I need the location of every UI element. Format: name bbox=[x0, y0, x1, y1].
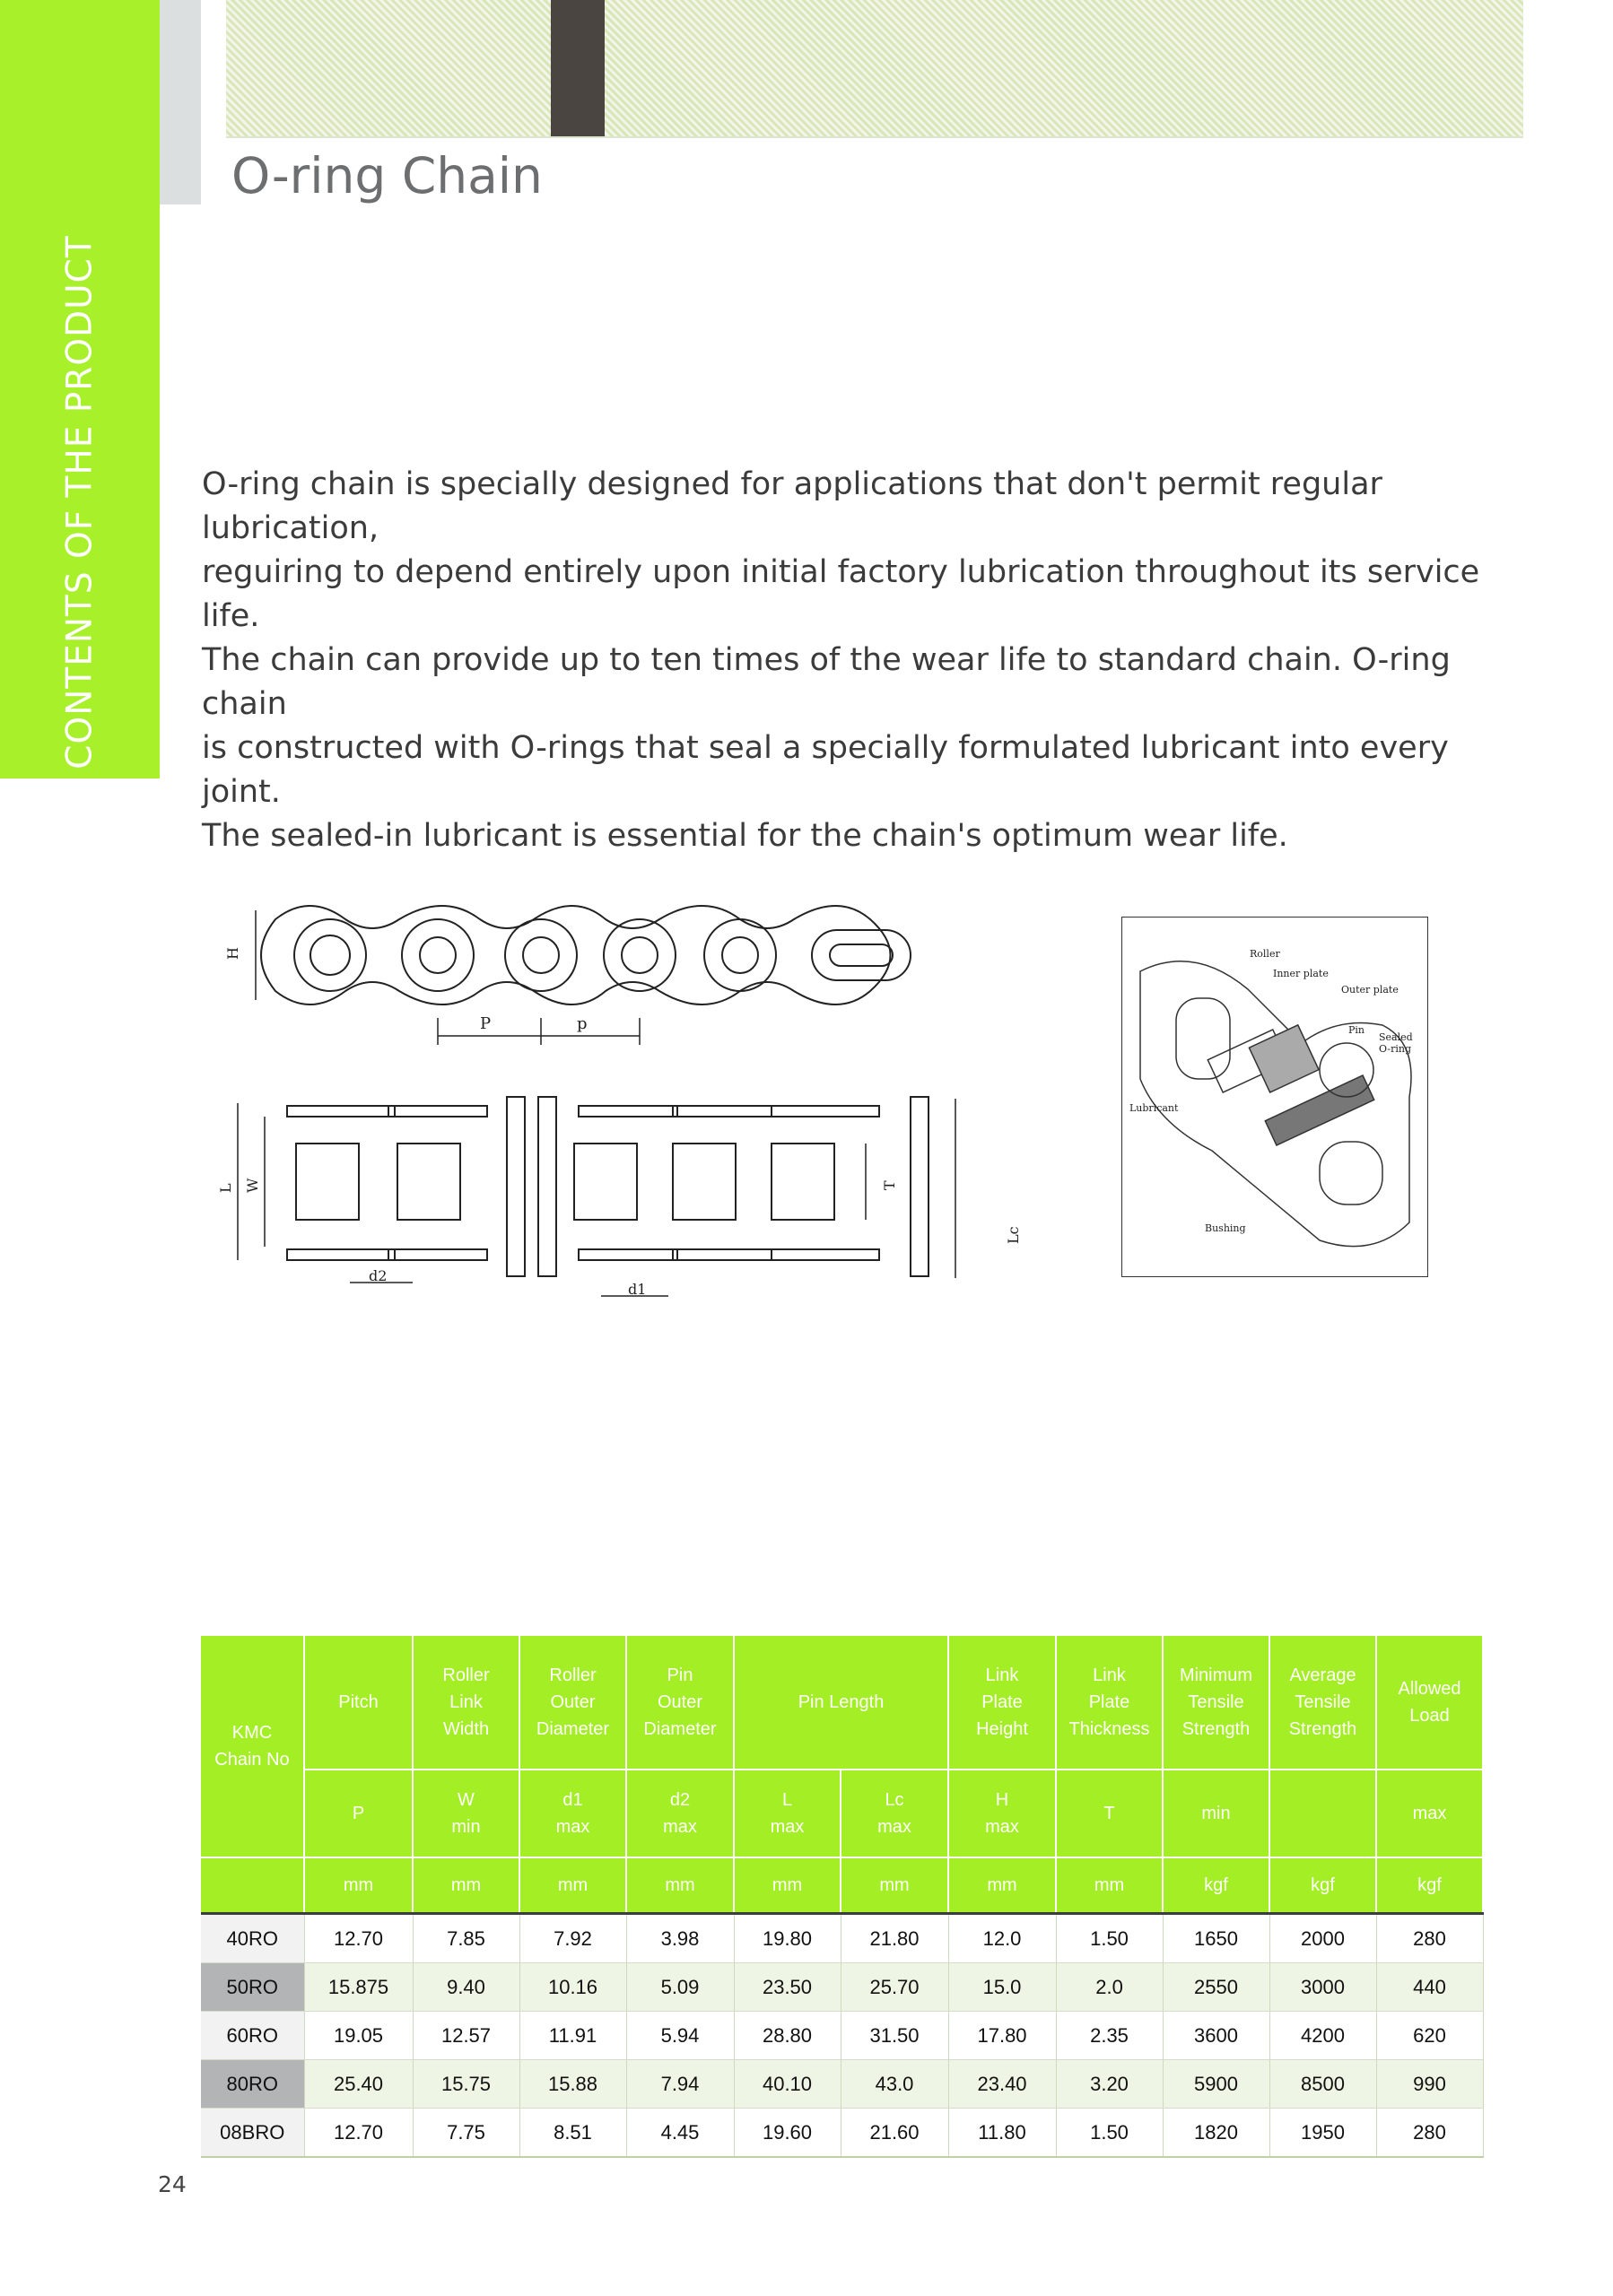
chain-no-cell: 60RO bbox=[201, 2012, 304, 2060]
cut-label-lubricant: Lubricant bbox=[1129, 1102, 1179, 1114]
header-line: Outer bbox=[550, 1692, 596, 1712]
table-cell: 280 bbox=[1376, 2109, 1483, 2158]
header-line: Plate bbox=[1088, 1692, 1130, 1712]
table-row bbox=[201, 1914, 1483, 1963]
table-cell: 7.92 bbox=[519, 1914, 626, 1963]
units-chain-no-cell bbox=[201, 1857, 304, 1914]
symbol-lc bbox=[841, 1770, 948, 1857]
side-label: CONTENTS OF THE PRODUCT bbox=[59, 235, 100, 770]
symbol-p: P bbox=[304, 1770, 413, 1857]
symbol-line: max bbox=[985, 1817, 1019, 1837]
table-row bbox=[201, 2060, 1483, 2109]
unit-cell: mm bbox=[519, 1857, 626, 1914]
table-cell: 8500 bbox=[1269, 2060, 1376, 2109]
table-cell: 3.20 bbox=[1056, 2060, 1163, 2109]
table-cell: 620 bbox=[1376, 2012, 1483, 2060]
cut-label-bushing: Bushing bbox=[1205, 1222, 1246, 1234]
table-cell: 19.80 bbox=[734, 1914, 841, 1963]
unit-cell: mm bbox=[413, 1857, 519, 1914]
table-cell: 28.80 bbox=[734, 2012, 841, 2060]
table-cell: 7.85 bbox=[413, 1914, 519, 1963]
table-cell: 10.16 bbox=[519, 1963, 626, 2012]
table-cell: 2550 bbox=[1163, 1963, 1269, 2012]
table-cell: 12.70 bbox=[304, 2109, 413, 2158]
intro-paragraph: O-ring chain is specially designed for applications that don't permit regular lubrication, reguiring to depend entirely upon initial factory lubrication throughout its service life. The chain can provide up to ten times of the wear life to standard chain. O-ring chain is constructed with O-rings that seal a specially formulated lubricant into every joint. The sealed-in lubricant is essential for the chain's optimum wear life. bbox=[202, 466, 1480, 854]
header-line: Average bbox=[1289, 1665, 1356, 1685]
dim-label-l: L bbox=[217, 1183, 234, 1193]
dim-label-d1: d1 bbox=[628, 1281, 647, 1298]
table-cell: 4.45 bbox=[626, 2109, 734, 2158]
cut-label-pin: Pin bbox=[1348, 1024, 1365, 1036]
header-roller-link-width bbox=[413, 1636, 519, 1770]
symbol-l bbox=[734, 1770, 841, 1857]
table-cell: 31.50 bbox=[841, 2012, 948, 2060]
table-row bbox=[201, 2109, 1483, 2158]
table-cell: 17.80 bbox=[948, 2012, 1056, 2060]
symbol-avg bbox=[1269, 1770, 1376, 1857]
table-cell: 3600 bbox=[1163, 2012, 1269, 2060]
symbol-d2 bbox=[626, 1770, 734, 1857]
symbol-t: T bbox=[1056, 1770, 1163, 1857]
table-cell: 43.0 bbox=[841, 2060, 948, 2109]
unit-cell: mm bbox=[304, 1857, 413, 1914]
unit-cell: mm bbox=[734, 1857, 841, 1914]
header-line: Width bbox=[442, 1719, 490, 1739]
cut-label-inner-plate: Inner plate bbox=[1273, 968, 1329, 979]
unit-cell: mm bbox=[626, 1857, 734, 1914]
table-cell: 11.80 bbox=[948, 2109, 1056, 2158]
chain-no-cell: 50RO bbox=[201, 1963, 304, 2012]
header-line: Minimum bbox=[1179, 1665, 1253, 1685]
table-row bbox=[201, 2012, 1483, 2060]
header-kmc: KMC bbox=[231, 1723, 273, 1743]
header-line: Roller bbox=[442, 1665, 490, 1685]
table-cell: 25.40 bbox=[304, 2060, 413, 2109]
header-line: Allowed bbox=[1398, 1679, 1461, 1699]
header-line: Link bbox=[449, 1692, 483, 1712]
cut-label-roller: Roller bbox=[1250, 948, 1280, 960]
unit-cell: mm bbox=[841, 1857, 948, 1914]
spec-table bbox=[201, 1636, 1484, 2158]
header-line: Tensile bbox=[1295, 1692, 1351, 1712]
side-band bbox=[0, 0, 160, 778]
header-line: Height bbox=[976, 1719, 1028, 1739]
header-hatch-bar bbox=[226, 0, 1523, 136]
table-cell: 7.75 bbox=[413, 2109, 519, 2158]
table-cell: 2.35 bbox=[1056, 2012, 1163, 2060]
table-cell: 15.0 bbox=[948, 1963, 1056, 2012]
unit-cell: mm bbox=[1056, 1857, 1163, 1914]
header-pitch: Pitch bbox=[304, 1636, 413, 1770]
table-cell: 12.57 bbox=[413, 2012, 519, 2060]
table-cell: 3.98 bbox=[626, 1914, 734, 1963]
table-cell: 15.75 bbox=[413, 2060, 519, 2109]
chain-no-cell: 08BRO bbox=[201, 2109, 304, 2158]
chain-no-cell: 80RO bbox=[201, 2060, 304, 2109]
symbol-h bbox=[948, 1770, 1056, 1857]
table-cell: 1820 bbox=[1163, 2109, 1269, 2158]
table-cell: 15.88 bbox=[519, 2060, 626, 2109]
table-cell: 2000 bbox=[1269, 1914, 1376, 1963]
header-line: Pin bbox=[667, 1665, 693, 1685]
symbol-d1 bbox=[519, 1770, 626, 1857]
dim-label-t: T bbox=[881, 1180, 898, 1190]
header-line: Strength bbox=[1288, 1719, 1357, 1739]
symbol-line: min bbox=[451, 1817, 481, 1837]
header-pin-outer-diameter bbox=[626, 1636, 734, 1770]
header-line: Diameter bbox=[643, 1719, 717, 1739]
header-line: Tensile bbox=[1188, 1692, 1244, 1712]
page-title: O-ring Chain bbox=[231, 147, 543, 204]
header-grey-strip bbox=[160, 0, 201, 204]
header-allowed-load bbox=[1376, 1636, 1483, 1770]
header-hatch-underline bbox=[226, 136, 1523, 138]
table-cell: 21.60 bbox=[841, 2109, 948, 2158]
cut-label-oring: O-ring bbox=[1379, 1043, 1412, 1055]
table-cell: 40.10 bbox=[734, 2060, 841, 2109]
cut-label-outer-plate: Outer plate bbox=[1341, 984, 1399, 996]
units-row bbox=[201, 1857, 1483, 1914]
header-line: Roller bbox=[549, 1665, 597, 1685]
header-line: Outer bbox=[657, 1692, 703, 1712]
cut-label-sealed: Sealed bbox=[1379, 1031, 1413, 1043]
header-line: Link bbox=[985, 1665, 1019, 1685]
table-cell: 12.0 bbox=[948, 1914, 1056, 1963]
table-cell: 440 bbox=[1376, 1963, 1483, 2012]
symbol-line: Lc bbox=[885, 1790, 904, 1810]
header-avg-tensile bbox=[1269, 1636, 1376, 1770]
chain-dimension-drawing bbox=[217, 874, 1022, 1305]
header-line: Load bbox=[1409, 1706, 1450, 1726]
page-number: 24 bbox=[158, 2171, 187, 2197]
table-cell: 990 bbox=[1376, 2060, 1483, 2109]
table-cell: 19.60 bbox=[734, 2109, 841, 2158]
table-cell: 5900 bbox=[1163, 2060, 1269, 2109]
table-cell: 9.40 bbox=[413, 1963, 519, 2012]
header-roller-outer-diameter bbox=[519, 1636, 626, 1770]
unit-cell: mm bbox=[948, 1857, 1056, 1914]
header-pin-length: Pin Length bbox=[734, 1636, 948, 1770]
table-cell: 25.70 bbox=[841, 1963, 948, 2012]
symbol-line: W bbox=[458, 1790, 475, 1810]
o-ring-cutaway-drawing bbox=[1121, 917, 1428, 1277]
table-cell: 15.875 bbox=[304, 1963, 413, 2012]
header-line: Thickness bbox=[1068, 1719, 1150, 1739]
table-cell: 12.70 bbox=[304, 1914, 413, 1963]
header-chain-no-label: Chain No bbox=[214, 1750, 290, 1770]
symbol-line: max bbox=[555, 1817, 590, 1837]
table-cell: 23.40 bbox=[948, 2060, 1056, 2109]
table-cell: 23.50 bbox=[734, 1963, 841, 2012]
symbol-min: min bbox=[1163, 1770, 1269, 1857]
unit-cell: kgf bbox=[1376, 1857, 1483, 1914]
symbol-w bbox=[413, 1770, 519, 1857]
table-cell: 1650 bbox=[1163, 1914, 1269, 1963]
header-line: Diameter bbox=[536, 1719, 610, 1739]
unit-cell: kgf bbox=[1269, 1857, 1376, 1914]
dim-label-d2: d2 bbox=[369, 1267, 388, 1284]
symbol-line: max bbox=[663, 1817, 697, 1837]
header-line: Link bbox=[1093, 1665, 1126, 1685]
table-cell: 4200 bbox=[1269, 2012, 1376, 2060]
table-cell: 19.05 bbox=[304, 2012, 413, 2060]
header-link-plate-height bbox=[948, 1636, 1056, 1770]
symbol-line: d2 bbox=[669, 1790, 691, 1810]
header-dark-block bbox=[551, 0, 605, 136]
table-cell: 21.80 bbox=[841, 1914, 948, 1963]
table-cell: 7.94 bbox=[626, 2060, 734, 2109]
spec-table-body bbox=[201, 1914, 1483, 2158]
header-line: Plate bbox=[981, 1692, 1023, 1712]
dim-label-p1: P bbox=[480, 1014, 492, 1033]
table-cell: 2.0 bbox=[1056, 1963, 1163, 2012]
symbol-line: max bbox=[877, 1817, 911, 1837]
table-row bbox=[201, 1963, 1483, 2012]
header-link-plate-thickness bbox=[1056, 1636, 1163, 1770]
table-cell: 280 bbox=[1376, 1914, 1483, 1963]
chain-no-cell: 40RO bbox=[201, 1914, 304, 1963]
table-cell: 1.50 bbox=[1056, 1914, 1163, 1963]
table-cell: 3000 bbox=[1269, 1963, 1376, 2012]
dim-label-p2: p bbox=[577, 1014, 588, 1033]
header-line: Strength bbox=[1181, 1719, 1251, 1739]
table-cell: 8.51 bbox=[519, 2109, 626, 2158]
symbol-line: d1 bbox=[562, 1790, 583, 1810]
symbol-line: L bbox=[781, 1790, 793, 1810]
unit-cell: kgf bbox=[1163, 1857, 1269, 1914]
dim-label-lc: Lc bbox=[1005, 1226, 1022, 1244]
table-cell: 11.91 bbox=[519, 2012, 626, 2060]
table-cell: 1.50 bbox=[1056, 2109, 1163, 2158]
symbol-line: max bbox=[770, 1817, 805, 1837]
symbol-line: H bbox=[995, 1790, 1009, 1810]
table-cell: 5.94 bbox=[626, 2012, 734, 2060]
dim-label-w: W bbox=[244, 1178, 261, 1193]
dim-label-h: H bbox=[224, 947, 241, 960]
table-cell: 1950 bbox=[1269, 2109, 1376, 2158]
header-min-tensile bbox=[1163, 1636, 1269, 1770]
header-chain-no bbox=[201, 1636, 304, 1857]
table-cell: 5.09 bbox=[626, 1963, 734, 2012]
symbol-max: max bbox=[1376, 1770, 1483, 1857]
